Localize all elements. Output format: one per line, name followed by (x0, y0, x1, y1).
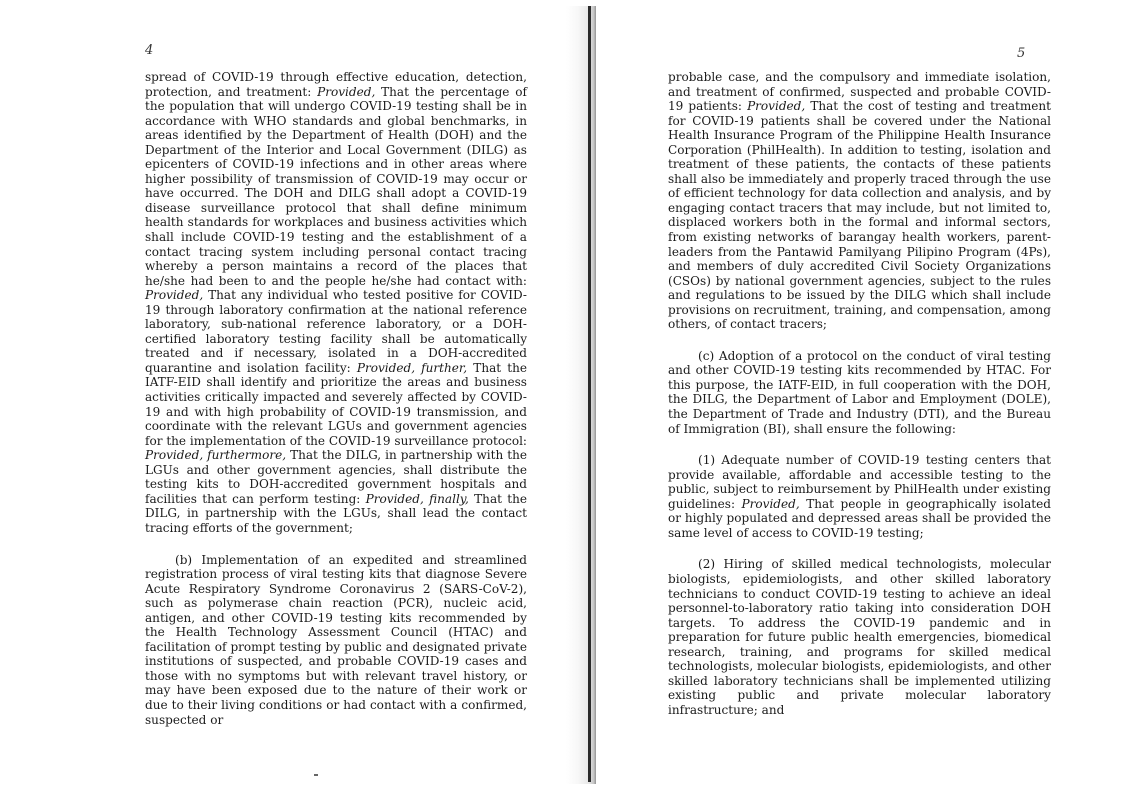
binding-edge (588, 6, 591, 782)
binding-gutter-shadow (566, 6, 596, 784)
paragraph-c-1: (1) Adequate number of COVID-19 testing centers that provide available, affordable and accessible testing to the public, subject to reimbursement by PhilHealth under existing guidelines: Provided, That people in geographically isolated or highly populated and depressed areas shall be provided the same level of access to COVID-19 testing; (668, 453, 1051, 540)
right-page-body (668, 70, 1051, 734)
page-number-right: 5 (1017, 46, 1026, 61)
paragraph-b-continued: probable case, and the compulsory and immediate isolation, and treatment of confirmed, suspected and probable COVID-19 patients: Provided, That the cost of testing and treatment for COVID-19 patients shall be covered under the National Health Insurance Program of the Philippine Health Insurance Corporation (PhilHealth). In addition to testing, isolation and treatment of these patients, the contacts of these patients shall also be immediately and properly traced through the use of efficient technology for data collection and analysis, and by engaging contact tracers that may include, but not limited to, displaced workers both in the formal and informal sectors, from existing networks of barangay health workers, parent-leaders from the Pantawid Pamilyang Pilipino Program (4Ps), and members of duly accredited Civil Society Organizations (CSOs) by national government agencies, subject to the rules and regulations to be issued by the DILG which shall include provisions on recruitment, training, and compensation, among others, of contact tracers; (668, 70, 1051, 332)
left-page-body (145, 70, 527, 744)
paragraph-b: (b) Implementation of an expedited and streamlined registration process of viral testing kits that diagnose Severe Acute Respiratory Syndrome Coronavirus 2 (SARS-CoV-2), such as polymerase chain reaction (PCR), nucleic acid, antigen, and other COVID-19 testing kits recommended by the Health Technology Assessment Council (HTAC) and facilitation of prompt testing by public and designated private institutions of suspected, and probable COVID-19 cases and those with no symptoms but with relevant travel history, or may have been exposed due to the nature of their work or due to their living conditions or had contact with a confirmed, suspected or (145, 552, 527, 727)
page-number-left: 4 (145, 43, 154, 58)
paragraph-c: (c) Adoption of a protocol on the conduct of viral testing and other COVID-19 testing kits recommended by HTAC. For this purpose, the IATF-EID, in full cooperation with the DOH, the DILG, the Department of Labor and Employment (DOLE), the Department of Trade and Industry (DTI), and the Bureau of Immigration (BI), shall ensure the following: (668, 348, 1051, 436)
scan-speck (314, 774, 318, 776)
paragraph-a-continued: spread of COVID-19 through effective education, detection, protection, and treatment: Provided, That the percentage of the population that will undergo COVID-19 testing shall be in accordance with WHO standards and global benchmarks, in areas identified by the Department of Health (DOH) and the Department of the Interior and Local Government (DILG) as epicenters of COVID-19 infections and in other areas where higher possibility of transmission of COVID-19 may occur or have occurred. The DOH and DILG shall adopt a COVID-19 disease surveillance protocol that shall define minimum health standards for workplaces and business activities which shall include COVID-19 testing and the establishment of a contact tracing system including personal contact tracing whereby a person maintains a record of the places that he/she had been to and the people he/she had contact with: Provided, That any individual who tested positive for COVID-19 through laboratory confirmation at the national reference laboratory, sub-national reference laboratory, or a DOH-certified laboratory testing facility shall be automatically treated and if necessary, isolated in a DOH-accredited quarantine and isolation facility: Provided, further, That the IATF-EID shall identify and prioritize the areas and business activities critically impacted and severely affected by COVID-19 and with high probability of COVID-19 transmission, and coordinate with the relevant LGUs and government agencies for the implementation of the COVID-19 surveillance protocol: Provided, furthermore, That the DILG, in partnership with the LGUs and other government agencies, shall distribute the testing kits to DOH-accredited government hospitals and facilities that can perform testing: Provided, finally, That the DILG, in partnership with the LGUs, shall lead the contact tracing efforts of the government; (145, 70, 527, 535)
paragraph-c-2: (2) Hiring of skilled medical technologists, molecular biologists, epidemiologists, and other skilled laboratory technicians to conduct COVID-19 testing to achieve an ideal personnel-to-laboratory ratio taking into consideration DOH targets. To address the COVID-19 pandemic and in preparation for future public health emergencies, biomedical research, training, and programs for skilled medical technologists, molecular biologists, epidemiologists, and other skilled laboratory technicians shall be implemented utilizing existing public and private molecular laboratory infrastructure; and (668, 557, 1051, 717)
